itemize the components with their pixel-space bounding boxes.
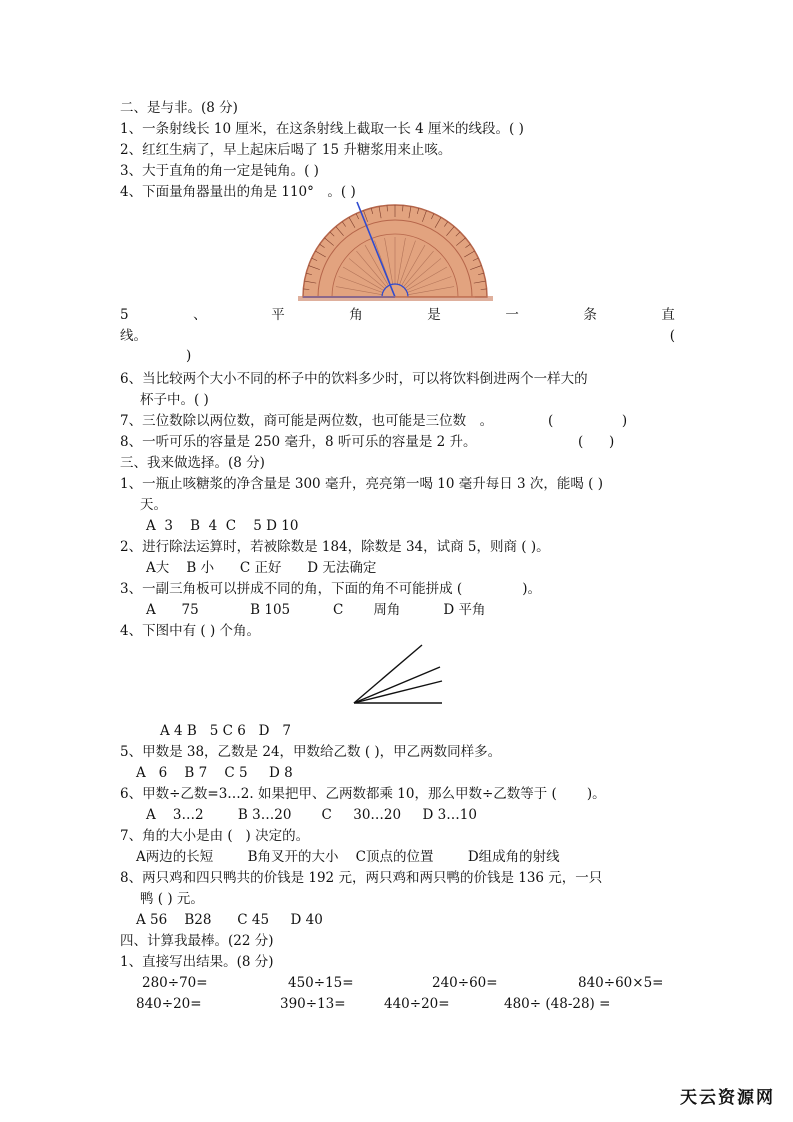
choice-question-3: 3、一副三角板可以拼成不同的角，下面的角不可能拼成 ( )。 xyxy=(120,581,541,597)
compute-item: 480÷ (48-28) = xyxy=(504,996,611,1012)
choice-options-4: A 4 B 5 C 6 D 7 xyxy=(160,723,291,739)
judge-question-8-blank: ( ) xyxy=(578,434,615,450)
q5-part: 5 xyxy=(120,307,129,323)
choice-options-2: A大 B 小 C 正好 D 无法确定 xyxy=(146,560,377,576)
judge-question-6a: 6、当比较两个大小不同的杯子中的饮料多少时，可以将饮料倒进两个一样大的 xyxy=(120,371,588,387)
choice-question-6: 6、甲数÷乙数=3…2. 如果把甲、乙两数都乘 10，那么甲数÷乙数等于 ( )。 xyxy=(120,786,606,802)
section-title-compute: 四、计算我最棒。(22 分) xyxy=(120,933,274,949)
q5-part: 是 xyxy=(427,307,441,323)
choice-question-1b: 天。 xyxy=(140,497,167,513)
q5-part: 一 xyxy=(505,307,519,323)
compute-item: 390÷13= xyxy=(280,996,346,1012)
judge-question-1: 1、一条射线长 10 厘米，在这条射线上截取一长 4 厘米的线段。( ) xyxy=(120,121,524,137)
section-title-judge: 二、是与非。(8 分) xyxy=(120,100,238,116)
judge-question-5-tail xyxy=(120,327,675,345)
choice-question-4: 4、下图中有 ( ) 个角。 xyxy=(120,623,260,639)
q5-part: 平 xyxy=(271,307,285,323)
q5-part: 角 xyxy=(349,307,363,323)
choice-options-1: A 3 B 4 C 5 D 10 xyxy=(146,518,299,534)
protractor-image xyxy=(298,200,493,302)
compute-question-1: 1、直接写出结果。(8 分) xyxy=(120,954,274,970)
choice-options-7: A两边的长短 B角叉开的大小 C顶点的位置 D组成角的射线 xyxy=(136,849,560,865)
judge-question-6b: 杯子中。( ) xyxy=(140,392,209,408)
choice-options-5: A 6 B 7 C 5 D 8 xyxy=(136,765,293,781)
q5-tail-left: 线。 xyxy=(120,328,147,344)
q5-close-paren: ) xyxy=(186,348,192,364)
judge-question-8: 8、一听可乐的容量是 250 毫升，8 听可乐的容量是 2 升。 xyxy=(120,434,477,450)
judge-question-4: 4、下面量角器量出的角是 110° 。( ) xyxy=(120,184,356,200)
choice-question-8b: 鸭 ( ) 元。 xyxy=(140,891,204,907)
compute-item: 840÷20= xyxy=(136,996,202,1012)
judge-question-3: 3、大于直角的角一定是钝角。( ) xyxy=(120,163,319,179)
choice-question-7: 7、角的大小是由 ( ) 决定的。 xyxy=(120,828,310,844)
choice-question-2: 2、进行除法运算时，若被除数是 184，除数是 34，试商 5，则商 ( )。 xyxy=(120,539,550,555)
judge-question-5 xyxy=(120,306,675,324)
compute-item: 450÷15= xyxy=(288,975,354,991)
site-watermark: 天云资源网 xyxy=(680,1088,775,1108)
judge-question-2: 2、红红生病了，早上起床后喝了 15 升糖浆用来止咳。 xyxy=(120,142,452,158)
q5-part: 、 xyxy=(193,307,207,323)
choice-question-1a: 1、一瓶止咳糖浆的净含量是 300 毫升，亮亮第一喝 10 毫升每日 3 次，能喝 ( ) xyxy=(120,476,603,492)
choice-options-3: A 75 B 105 C 周角 D 平角 xyxy=(146,602,486,618)
q5-part: 直 xyxy=(661,307,675,323)
q5-part: 条 xyxy=(583,307,597,323)
choice-question-8a: 8、两只鸡和四只鸭共的价钱是 192 元，两只鸡和两只鸭的价钱是 136 元，一只 xyxy=(120,870,603,886)
section-title-choice: 三、我来做选择。(8 分) xyxy=(120,455,265,471)
compute-item: 440÷20= xyxy=(384,996,450,1012)
compute-item: 840÷60×5= xyxy=(578,975,664,991)
judge-question-7: 7、三位数除以两位数，商可能是两位数，也可能是三位数 。 xyxy=(120,413,494,429)
compute-item: 280÷70= xyxy=(142,975,208,991)
choice-options-6: A 3…2 B 3…20 C 30…20 D 3…10 xyxy=(146,807,477,823)
choice-options-8: A 56 B28 C 45 D 40 xyxy=(136,912,323,928)
compute-item: 240÷60= xyxy=(432,975,498,991)
angles-figure xyxy=(352,643,444,705)
judge-question-7-blank: ( ) xyxy=(548,413,628,429)
choice-question-5: 5、甲数是 38，乙数是 24，甲数给乙数 ( )，甲乙两数同样多。 xyxy=(120,744,502,760)
q5-tail-right: ( xyxy=(669,328,675,344)
